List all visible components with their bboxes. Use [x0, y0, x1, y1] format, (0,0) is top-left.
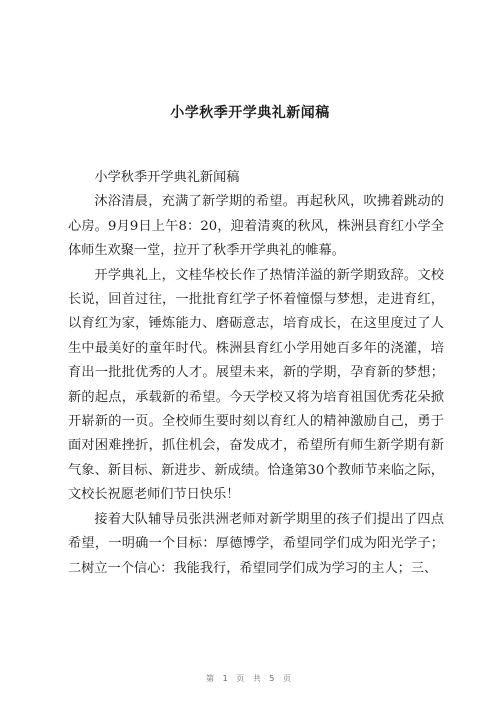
- body-subheading: 小学秋季开学典礼新闻稿: [94, 170, 240, 185]
- body-paragraph-3: 接着大队辅导员张洪洲老师对新学期里的孩子们提出了四点希望，一明确一个目标：厚德博学，希望同学们成为阳光学子；二树立一个信心：我能我行，希望同学们成为学习的主人；三、: [68, 511, 444, 576]
- body-paragraph-2: 开学典礼上，文桂华校长作了热情洋溢的新学期致辞。文校长说，回首过往，一批批育红学子怀着憧憬与梦想，走进育红，以育红为家，锤炼能力、磨砺意志，培育成长，在这里度过了人生中最美好的童年时代。株洲县育红小学用她百多年的浇灌，培育出一批批优秀的人才。展望未来，新的学期，孕育新的梦想；新的起点，承载新的希望。今天学校又将为培育祖国优秀花朵掀开崭新的一页。全校师生要时刻以育红人的精神激励自己，勇于面对困难挫折，抓住机会，奋发成才，希望所有师生新学期有新气象、新目标、新进步、新成绩。恰逢第30个教师节来临之际，文校长祝愿老师们节日快乐！: [68, 267, 444, 503]
- body-paragraph-1: 沐浴清晨，充满了新学期的希望。再起秋风，吹拂着跳动的心房。9月9日上午8：20，迎着清爽的秋风，株洲县育红小学全体师生欢聚一堂，拉开了秋季开学典礼的帷幕。: [68, 194, 444, 259]
- document-body: [68, 166, 444, 581]
- document-title: 小学秋季开学典礼新闻稿: [170, 105, 330, 121]
- page-footer: 第 1 页 共 5 页: [206, 674, 294, 683]
